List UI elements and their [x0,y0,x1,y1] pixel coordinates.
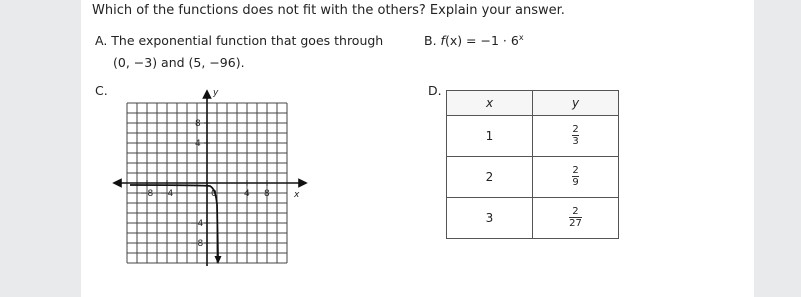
option-b-prefix: B. [424,33,441,48]
numerator: 2 [572,165,579,176]
denominator: 9 [572,177,579,188]
fraction [569,207,582,229]
option-d-table [446,90,619,239]
option-c-label: C. [95,83,108,98]
x-cell: 1 [447,116,533,157]
denominator: 3 [572,136,579,147]
numerator: 2 [572,206,579,217]
question-text: Which of the functions does not fit with the others? Explain your answer. [92,3,565,18]
y-cell [533,198,619,239]
x-tick-label: −8 [140,189,154,199]
column-header-x: x [447,91,533,116]
y-axis-label: y [213,88,219,98]
option-a-line2: (0, −3) and (5, −96). [113,55,245,70]
option-d-label: D. [428,83,442,98]
fraction [572,125,578,147]
x-cell: 2 [447,157,533,198]
y-tick-label: 8 [195,119,201,129]
table-row [447,116,619,157]
x-tick-label: 0 [211,189,217,199]
denominator: 27 [569,218,582,229]
x-tick-label: 8 [264,189,270,199]
table-row [447,157,619,198]
option-b-rest: (x) = −1 · 6 [444,33,519,48]
x-tick-label: −4 [160,189,174,199]
option-b-exponent: x [518,33,524,42]
option-c-graph [110,86,320,271]
y-tick-label: −4 [190,219,204,229]
table-row [447,198,619,239]
fraction [572,166,578,188]
y-tick-label: −8 [190,239,204,249]
x-cell: 3 [447,198,533,239]
y-cell [533,157,619,198]
column-header-y: y [533,91,619,116]
numerator: 2 [572,124,579,135]
y-tick-label: 4 [195,139,201,149]
x-tick-label: 4 [244,189,250,199]
option-b-fname: f [440,33,445,48]
option-a-line1: A. The exponential function that goes through [95,33,384,48]
option-b [424,33,524,48]
y-cell [533,116,619,157]
table-header-row [447,91,619,116]
x-axis-label: x [294,190,300,200]
